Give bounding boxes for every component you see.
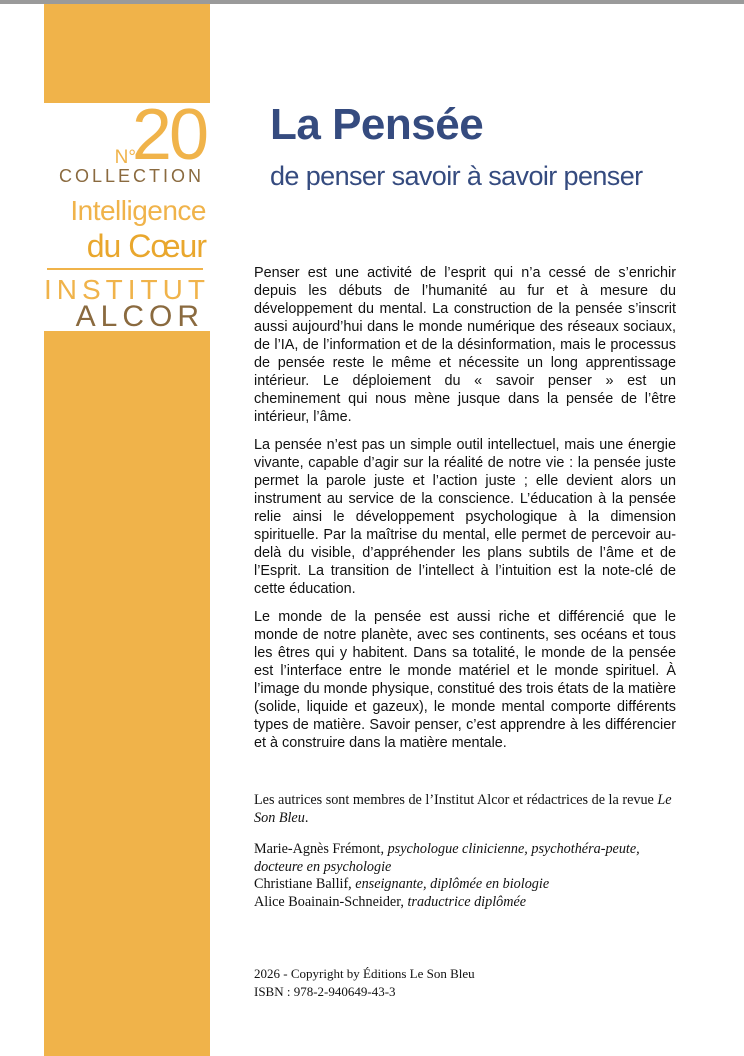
author-name: Marie-Agnès Frémont, — [254, 841, 388, 857]
paragraph: Penser est une activité de l’esprit qui n’a cessé de s’enrichir depuis les débuts de l’humanité au fur et à mesure du développement du mental. La construction de la pensée s’inscrit aussi aujourd’hui dans le monde numérique des réseaux sociaux, de l’IA, de l’information et de la désinformation, mais le processus de pensée reste le même et nécessite un long apprentissage intérieur. Le déploiement du « savoir penser » est un cheminement qui nous mène jusque dans la pensée de l’être intérieur, l’âme. — [254, 265, 676, 425]
series-name-line1: Intelligence — [70, 195, 206, 226]
author-role: traductrice diplômée — [407, 893, 527, 910]
band-divider — [47, 268, 203, 270]
publisher-line2: ALCOR — [75, 300, 204, 333]
author-role: enseignante, diplômée en biologie — [355, 876, 550, 892]
author-entry — [254, 841, 684, 876]
author-entry — [254, 876, 684, 894]
paragraph: Le monde de la pensée est aussi riche et différencié que le monde de notre planète, avec ses continents, ses océans et tous les êtres qui y habitent. Dans sa totalité, le monde de la pensée est l’interface entre le monde matériel et le monde spirituel. À l’image du monde physique, constitué des trois états de la matière (solide, liquide et gazeux), le monde mental comporte différents types de matière. Savoir penser, c’est apprendre à les différencier et à construire dans la matière mentale. — [254, 609, 676, 751]
collection-number-prefix: N° — [114, 147, 136, 168]
paragraph: La pensée n’est pas un simple outil intellectuel, mais une énergie vivante, capable d’agir sur la réalité de notre vie : la pensée juste permet la parole juste et l’action juste ; elle devient alors un instrument au service de la conscience. L’éducation à la pensée relie ainsi le développement psychologique à la dimension spirituelle. Par la maîtrise du mental, elle permet de percevoir au-delà du visible, d’appréhender les plans subtils de l’âme et de l’Esprit. La transition de l’intellect à l’intuition est la note-clé de cette éducation. — [254, 437, 676, 597]
collection-number: 20 — [131, 95, 206, 175]
publisher-line1: INSTITUT — [44, 274, 210, 305]
copyright-block — [254, 965, 684, 1001]
author-entry — [254, 894, 684, 912]
authors-intro — [254, 792, 684, 827]
journal-name: Le Son Bleu — [254, 792, 672, 826]
author-name: Alice Boainain-Schneider, — [254, 893, 408, 910]
author-name: Christiane Ballif, — [254, 876, 356, 892]
author-role: psychologue clinicienne, psychothéra-peute, docteure en psychologie — [254, 841, 640, 875]
authors-intro-end: . — [304, 809, 309, 826]
isbn-line: ISBN : 978-2-940649-43-3 — [254, 984, 396, 999]
copyright-line: 2026 - Copyright by Éditions Le Son Bleu — [254, 966, 475, 981]
authors-section — [254, 792, 684, 911]
series-name-line2: du Cœur — [86, 228, 206, 264]
back-cover-text — [254, 264, 676, 762]
book-subtitle: de penser savoir à savoir penser — [270, 163, 643, 190]
book-title: La Pensée — [270, 100, 484, 149]
authors-intro-text: Les autrices sont membres de l’Institut Alcor et rédactrices de la revue — [254, 792, 658, 808]
collection-label: COLLECTION — [58, 166, 204, 186]
